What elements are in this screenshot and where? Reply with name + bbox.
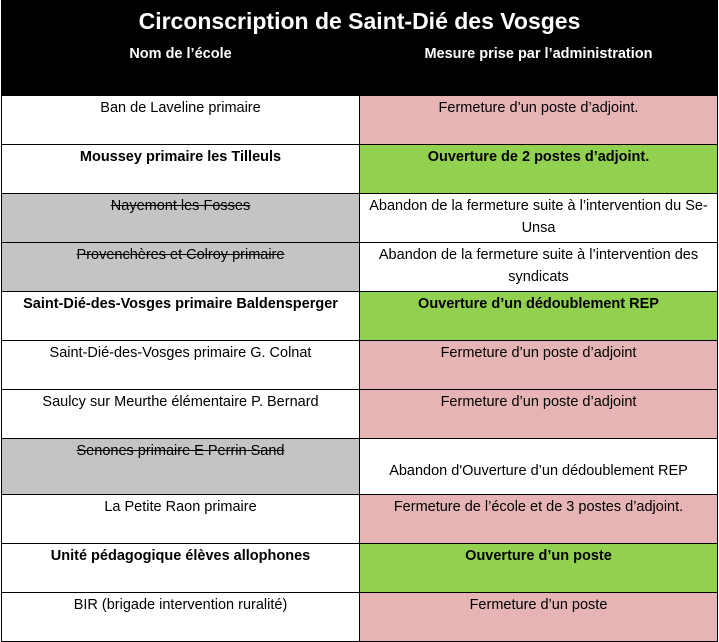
measure-cell: Ouverture d’un dédoublement REP	[360, 292, 718, 341]
measure-cell: Abandon d'Ouverture d’un dédoublement REP	[360, 439, 718, 495]
column-header-school: Nom de l’école	[2, 41, 360, 96]
table-row	[2, 292, 718, 341]
table-row	[2, 341, 718, 390]
measure-cell: Fermeture d’un poste d’adjoint	[360, 390, 718, 439]
school-name: Ban de Laveline primaire	[2, 96, 360, 145]
measure-cell: Fermeture d’un poste d’adjoint	[360, 341, 718, 390]
school-measures-table	[1, 0, 718, 642]
school-name: Saint-Dié-des-Vosges primaire Baldensperger	[2, 292, 360, 341]
table-row	[2, 243, 718, 292]
table-row	[2, 390, 718, 439]
measure-cell: Fermeture de l’école et de 3 postes d’adjoint.	[360, 495, 718, 544]
measure-cell: Abandon de la fermeture suite à l’intervention du Se-Unsa	[360, 194, 718, 243]
title-row	[2, 1, 718, 42]
school-name: BIR (brigade intervention ruralité)	[2, 593, 360, 642]
table-row	[2, 194, 718, 243]
table-row	[2, 96, 718, 145]
table-row	[2, 495, 718, 544]
table-row	[2, 593, 718, 642]
school-name: Saint-Dié-des-Vosges primaire G. Colnat	[2, 341, 360, 390]
measure-cell: Abandon de la fermeture suite à l’intervention des syndicats	[360, 243, 718, 292]
measure-cell: Fermeture d’un poste d’adjoint.	[360, 96, 718, 145]
table-row	[2, 439, 718, 495]
school-name: Saulcy sur Meurthe élémentaire P. Bernard	[2, 390, 360, 439]
header-row	[2, 41, 718, 96]
school-name: Provenchères et Colroy primaire	[2, 243, 360, 292]
school-name: Moussey primaire les Tilleuls	[2, 145, 360, 194]
table-title: Circonscription de Saint-Dié des Vosges	[2, 1, 718, 42]
table-row	[2, 544, 718, 593]
table-row	[2, 145, 718, 194]
measure-cell: Ouverture de 2 postes d’adjoint.	[360, 145, 718, 194]
measure-cell: Fermeture d’un poste	[360, 593, 718, 642]
school-name: Unité pédagogique élèves allophones	[2, 544, 360, 593]
measure-cell: Ouverture d’un poste	[360, 544, 718, 593]
school-name: Nayemont les Fosses	[2, 194, 360, 243]
school-name: La Petite Raon primaire	[2, 495, 360, 544]
column-header-measure: Mesure prise par l’administration	[360, 41, 718, 96]
school-name: Senones primaire E Perrin Sand	[2, 439, 360, 495]
